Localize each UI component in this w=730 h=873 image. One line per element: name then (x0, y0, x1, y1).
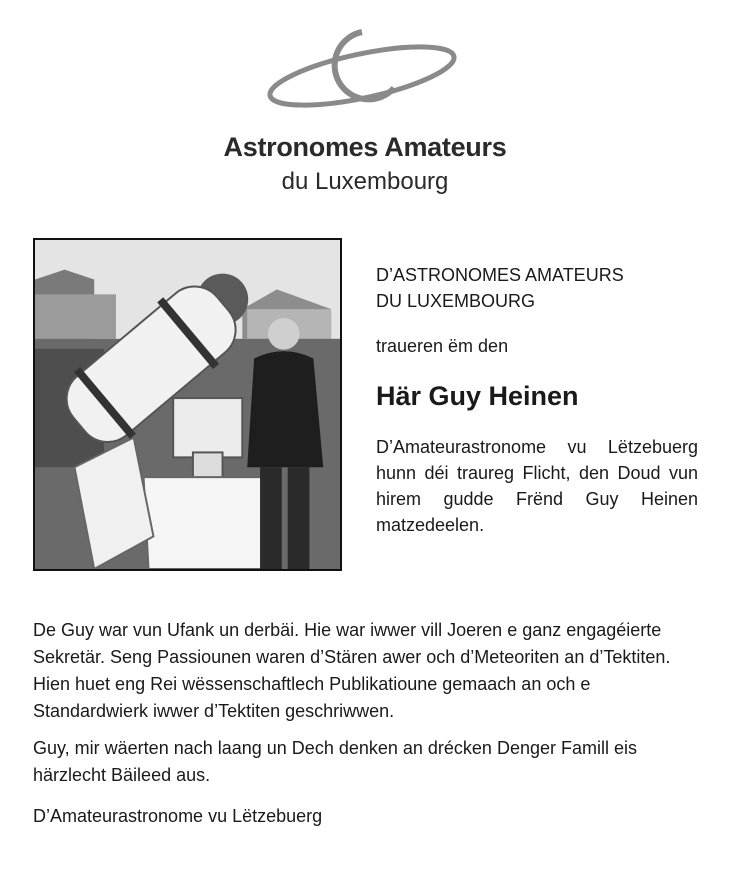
announcement-intro: D’Amateurastronome vu Lëtzebuerg hunn déi traureg Flicht, den Doud vun hirem gudde Frënd Guy Heinen matzedeelen. (376, 437, 698, 535)
planet-ring-logo-icon (264, 28, 460, 110)
logo-block (0, 0, 730, 210)
biography-paragraph-1: De Guy war vun Ufank un derbäi. Hie war iwwer vill Joeren e ganz engagéierte Sekretär. Seng Passiounen waren d’Stären awer och d’Meteoriten an d’Tektiten. Hien huet eng Rei wëssenschaftlech Publikatioune gemaach an och e Standardwierk iwwer d’Tektiten geschriwwen. (33, 620, 671, 721)
announcement-block (376, 262, 698, 538)
biography-paragraph-2: Guy, mir wäerten nach laang un Dech denken an drécken Denger Famill eis härzlecht Bäileed aus. (33, 738, 637, 785)
logo-org-name: Astronomes Amateurs (223, 132, 507, 162)
signature: D’Amateurastronome vu Lëtzebuerg (33, 806, 323, 826)
biography-block (33, 617, 701, 840)
logo-org-subname: du Luxembourg (281, 168, 449, 195)
announcement-org-line2: DU LUXEMBOURG (376, 291, 536, 311)
deceased-name: Här Guy Heinen (376, 381, 579, 411)
photo-astronomer-with-telescope (33, 238, 342, 571)
mourning-text: traueren ëm den (376, 336, 509, 356)
announcement-org-line1: D’ASTRONOMES AMATEURS (376, 265, 624, 285)
